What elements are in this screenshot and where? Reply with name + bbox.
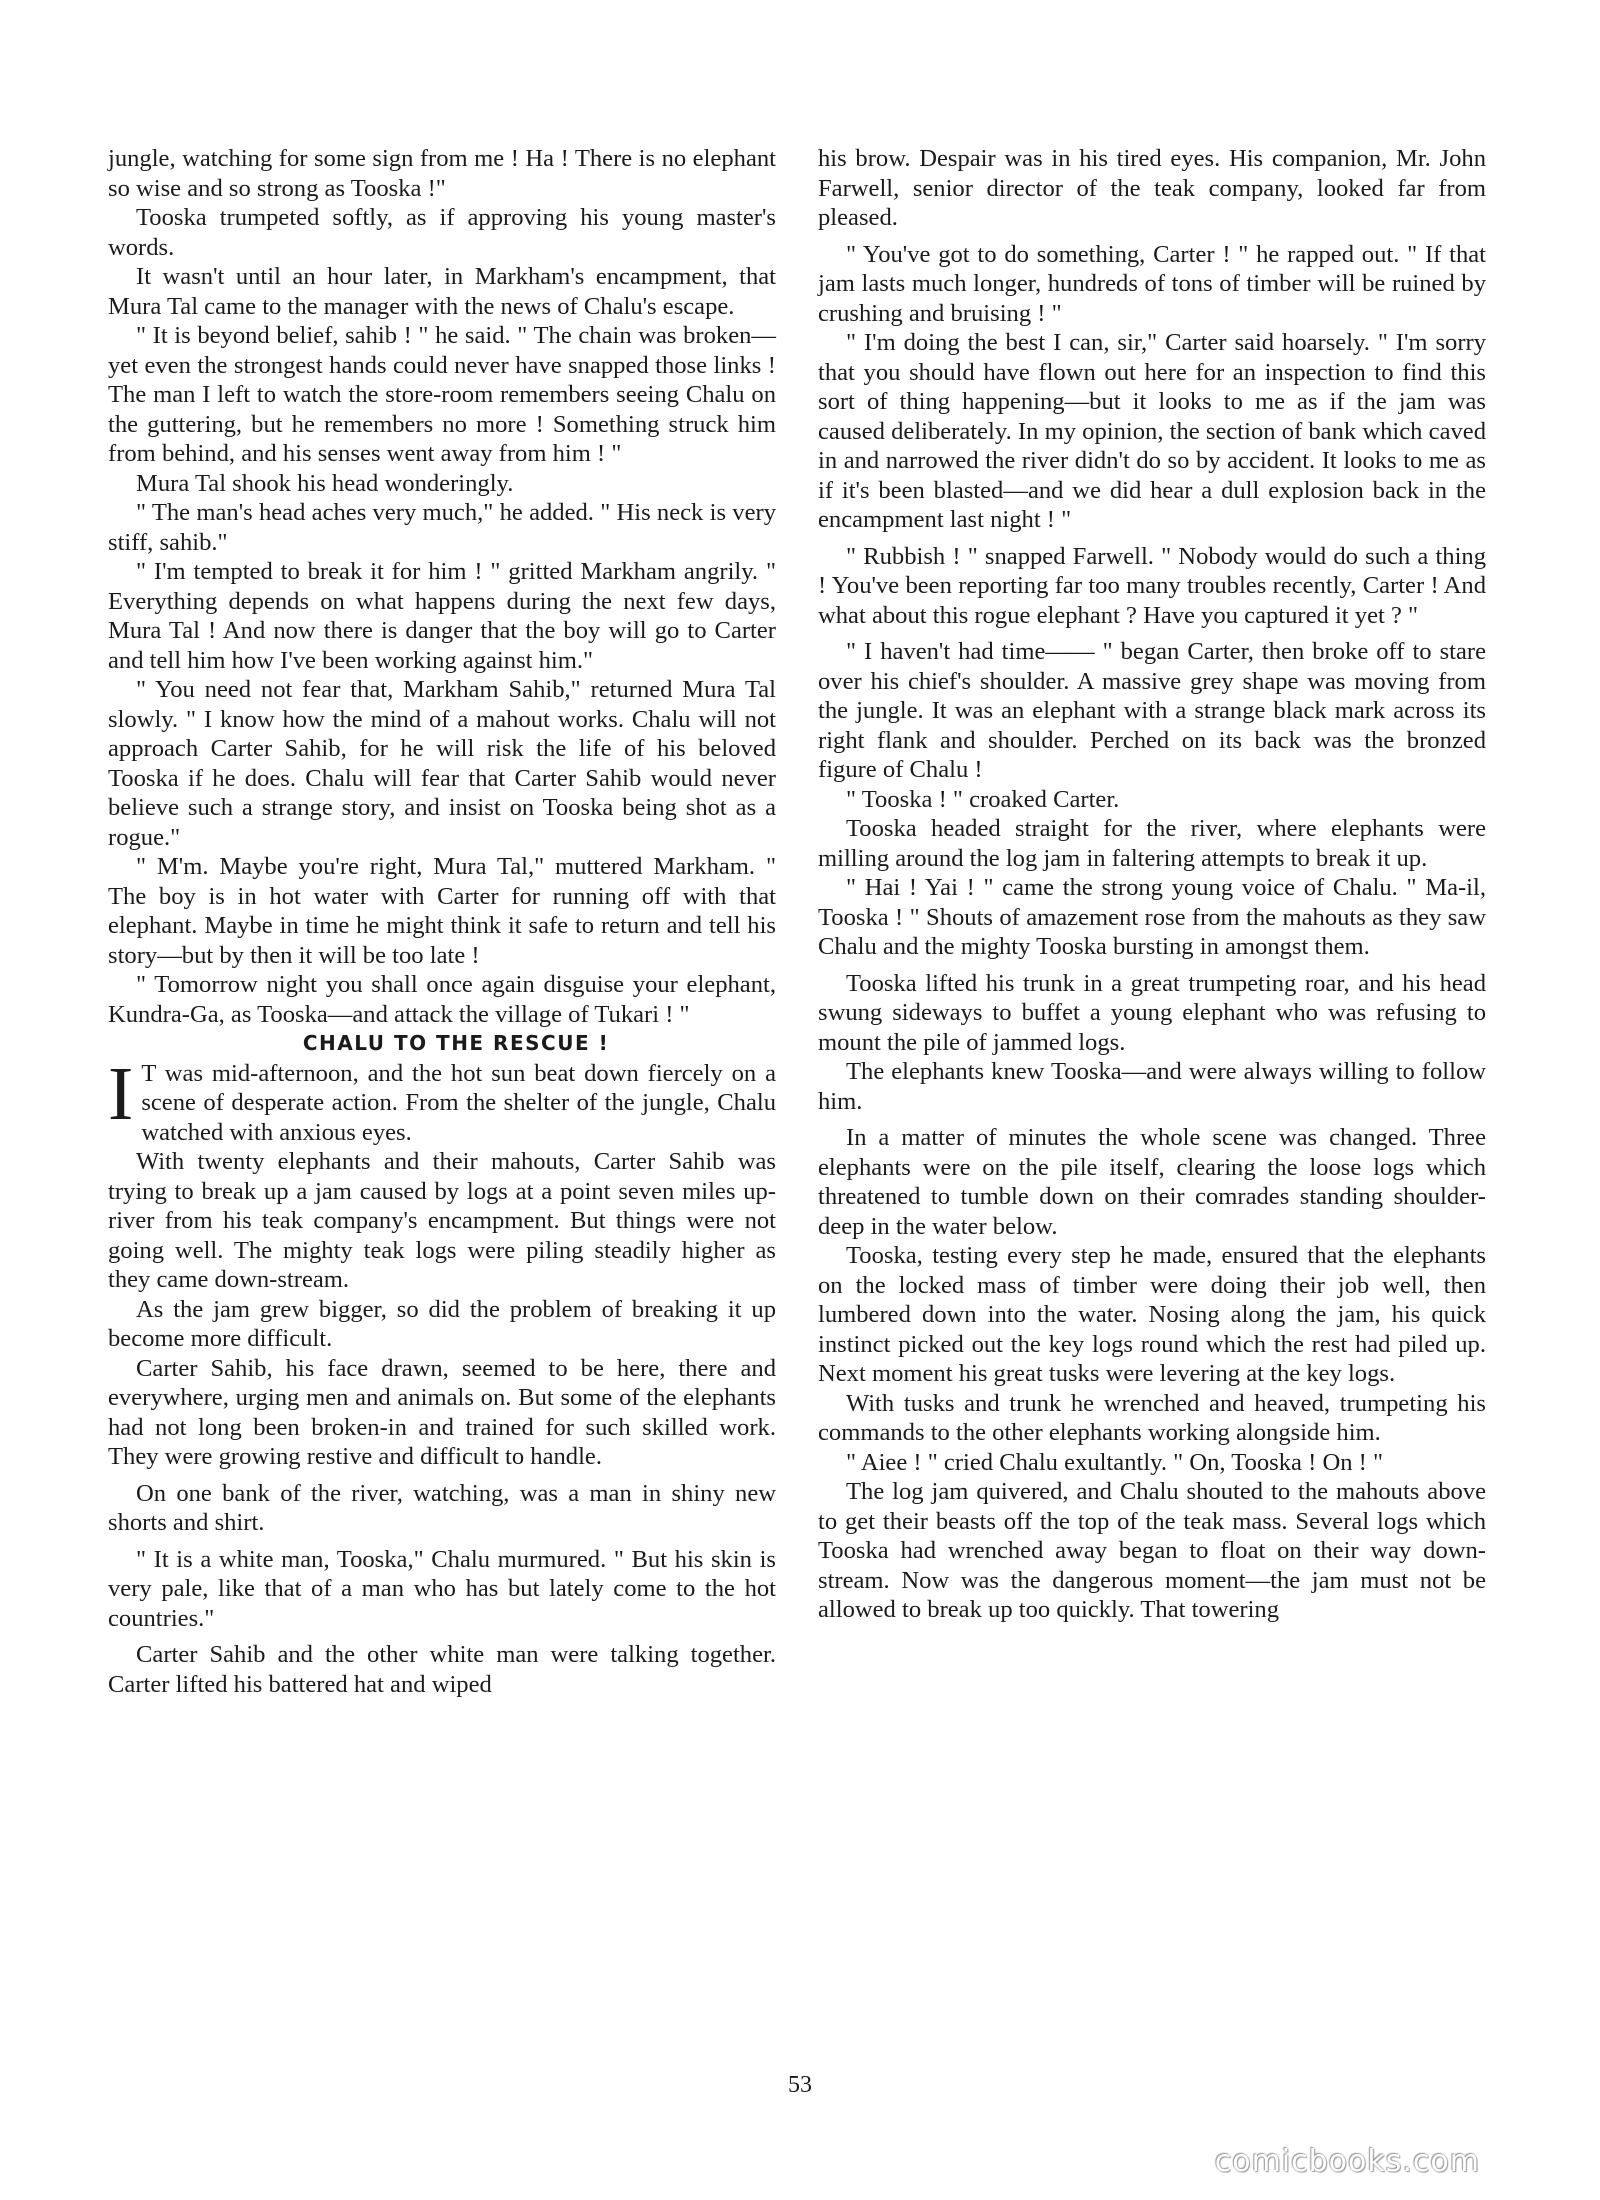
watermark: comicbooks.com — [1214, 2144, 1480, 2179]
paragraph: Tooska lifted his trunk in a great trumpeting roar, and his head swung sideways to buffet a young elephant who was refusing to mount the pile of jammed logs. — [818, 969, 1486, 1056]
paragraph: " It is beyond belief, sahib ! " he said. " The chain was broken—yet even the strongest hands could never have snapped those links ! The man I left to watch the store-room remembers seeing Chalu on the guttering, but he remembers no more ! Something struck him from behind, and his senses went away from him ! " — [108, 322, 776, 467]
paragraph: In a matter of minutes the whole scene was changed. Three elephants were on the pile itself, clearing the loose logs which threatened to tumble down on their comrades standing shoulder-deep in the water below. — [818, 1124, 1486, 1240]
opening-paragraph — [108, 1051, 776, 1148]
paragraph: " You've got to do something, Carter ! " he rapped out. " If that jam lasts much longer, hundreds of tons of timber will be ruined by crushing and bruising ! " — [818, 240, 1486, 327]
paragraph: Mura Tal shook his head wonderingly. — [136, 469, 514, 497]
paragraph: Carter Sahib and the other white man were talking together. Carter lifted his battered hat and wiped — [108, 1641, 776, 1698]
paragraph: " Hai ! Yai ! " came the strong young voice of Chalu. " Ma-il, Tooska ! " Shouts of amazement rose from the mahouts as they saw Chalu and the mighty Tooska bursting in amongst them. — [818, 874, 1486, 960]
paragraph: " Tomorrow night you shall once again disguise your elephant, Kundra-Ga, as Tooska—and attack the village of Tukari ! " — [108, 971, 776, 1028]
drop-cap: I — [108, 1051, 134, 1136]
paragraph: It wasn't until an hour later, in Markham's encampment, that Mura Tal came to the manager with the news of Chalu's escape. — [108, 263, 776, 320]
paragraph: On one bank of the river, watching, was a man in shiny new shorts and shirt. — [108, 1479, 776, 1536]
paragraph: Carter Sahib, his face drawn, seemed to be here, there and everywhere, urging men and animals on. But some of the elephants had not long been broken-in and trained for such skilled work. They were growing restive and difficult to handle. — [108, 1354, 776, 1470]
paragraph: " Rubbish ! " snapped Farwell. " Nobody would do such a thing ! You've been reporting far too many troubles recently, Carter ! And what about this rogue elephant ? Have you captured it yet ? " — [818, 542, 1486, 629]
left-column — [108, 144, 776, 1699]
paragraph: With twenty elephants and their mahouts, Carter Sahib was trying to break up a jam caused by logs at a point seven miles up-river from his teak company's encampment. But things were not going well. The mighty teak logs were piling steadily higher as they came down-stream. — [108, 1148, 776, 1293]
paragraph: " The man's head aches very much," he added. " His neck is very stiff, sahib." — [108, 499, 776, 556]
paragraph: jungle, watching for some sign from me ! Ha ! There is no elephant so wise and so strong as Tooska !" — [108, 145, 776, 202]
paragraph: " It is a white man, Tooska," Chalu murmured. " But his skin is very pale, like that of a man who has but lately come to the hot countries." — [108, 1545, 776, 1632]
paragraph: The elephants knew Tooska—and were always willing to follow him. — [818, 1058, 1486, 1115]
paragraph: Tooska, testing every step he made, ensured that the elephants on the locked mass of timber were doing their job well, then lumbered down into the water. Nosing along the jam, his quick instinct picked out the key logs round which the rest had piled up. Next moment his great tusks were levering at the key logs. — [818, 1242, 1486, 1387]
paragraph: " M'm. Maybe you're right, Mura Tal," muttered Markham. " The boy is in hot water with Carter for running off with that elephant. Maybe in time he might think it safe to return and tell his story—but by then it will be too late ! — [108, 853, 776, 969]
paragraph: his brow. Despair was in his tired eyes. His companion, Mr. John Farwell, senior director of the teak company, looked far from pleased. — [818, 145, 1486, 231]
paragraph: Tooska headed straight for the river, where elephants were milling around the log jam in faltering attempts to break it up. — [818, 815, 1486, 872]
paragraph: Tooska trumpeted softly, as if approving his young master's words. — [108, 204, 776, 261]
paragraph: " Tooska ! " croaked Carter. — [846, 785, 1120, 813]
paragraph: " Aiee ! " cried Chalu exultantly. " On, Tooska ! On ! " — [846, 1448, 1384, 1476]
paragraph: The log jam quivered, and Chalu shouted to the mahouts above to get their beasts off the top of the teak mass. Several logs which Tooska had wrenched away began to float on their way down-stream. Now was the dangerous moment—the jam must not be allowed to break up too quickly. That towering — [818, 1478, 1486, 1623]
page-number: 53 — [788, 2072, 812, 2098]
section-heading: CHALU TO THE RESCUE ! — [302, 1031, 610, 1055]
right-column — [818, 144, 1486, 1625]
paragraph: " I haven't had time—— " began Carter, then broke off to stare over his chief's shoulder. A massive grey shape was moving from the jungle. It was an elephant with a strange black mark across its right flank and shoulder. Perched on its back was the bronzed figure of Chalu ! — [818, 638, 1486, 783]
paragraph: " I'm tempted to break it for him ! " gritted Markham angrily. " Everything depends on what happens during the next few days, Mura Tal ! And now there is danger that the boy will go to Carter and tell him how I've been working against him." — [108, 558, 776, 674]
paragraph: With tusks and trunk he wrenched and heaved, trumpeting his commands to the other elephants working alongside him. — [818, 1389, 1486, 1446]
paragraph: " You need not fear that, Markham Sahib," returned Mura Tal slowly. " I know how the mind of a mahout works. Chalu will not approach Carter Sahib, for he will risk the life of his beloved Tooska if he does. Chalu will fear that Carter Sahib would never believe such a strange story, and insist on Tooska being shot as a rogue." — [108, 676, 776, 851]
paragraph: As the jam grew bigger, so did the problem of breaking it up become more difficult. — [108, 1295, 776, 1352]
paragraph: " I'm doing the best I can, sir," Carter said hoarsely. " I'm sorry that you should have flown out here for an inspection to find this sort of thing happening—but it looks to me as if the jam was caused deliberately. In my opinion, the section of bank which caved in and narrowed the river didn't do so by accident. It looks to me as if it's been blasted—and we did hear a dull explosion back in the encampment last night ! " — [818, 329, 1486, 533]
opening-text: T was mid-afternoon, and the hot sun beat down fiercely on a scene of desperate action. From the shelter of the jungle, Chalu watched with anxious eyes. — [141, 1059, 776, 1146]
